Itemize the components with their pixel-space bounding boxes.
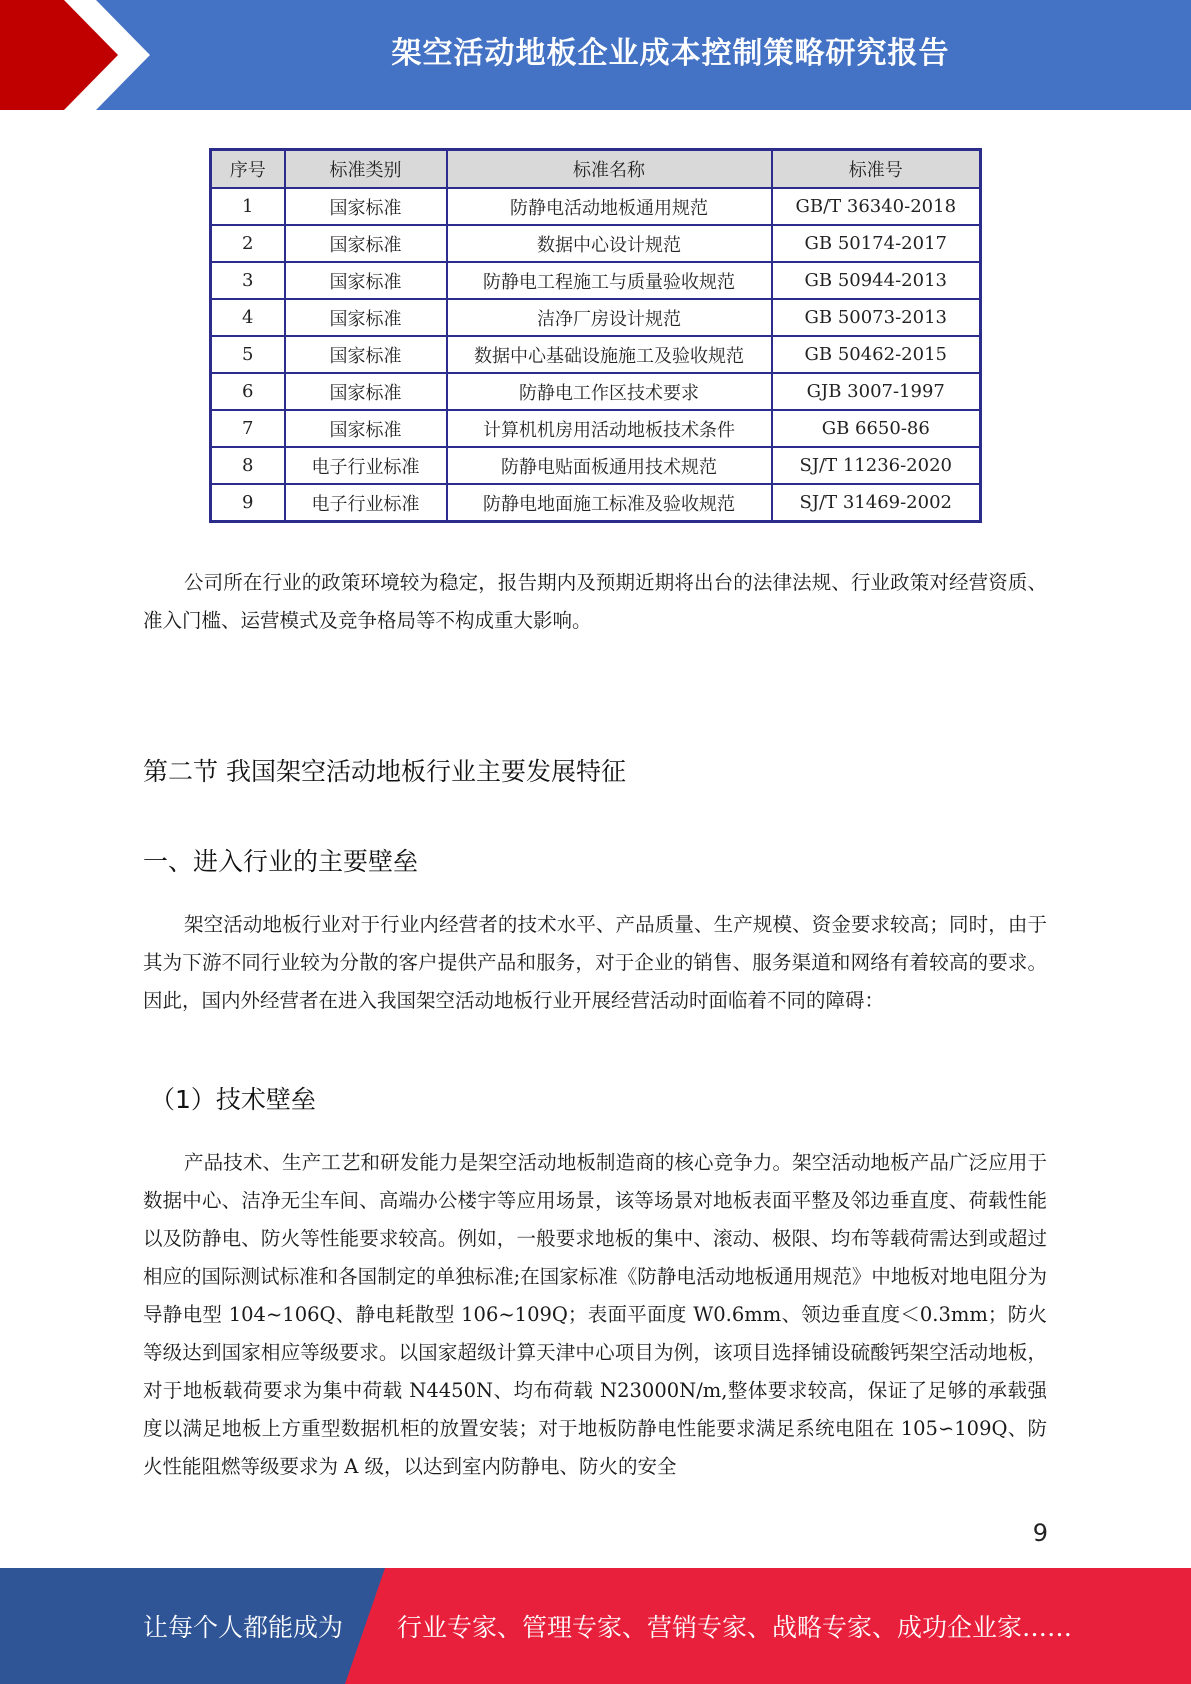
cell-name: 防静电地面施工标准及验收规范 (447, 484, 772, 522)
table-row (211, 299, 981, 336)
section-title: 第二节 我国架空活动地板行业主要发展特征 (143, 757, 626, 786)
cell-index: 1 (211, 188, 285, 225)
table-row (211, 262, 981, 299)
cell-index: 2 (211, 225, 285, 262)
technology-paragraph: 产品技术、生产工艺和研发能力是架空活动地板制造商的核心竞争力。架空活动地板产品广泛应用于数据中心、洁净无尘车间、高端办公楼宇等应用场景，该等场景对地板表面平整及邻边垂直度、荷载性能以及防静电、防火等性能要求较高。例如，一般要求地板的集中、滚动、极限、均布等载荷需达到或超过相应的国际测试标准和各国制定的单独标准;在国家标准《防静电活动地板通用规范》中地板对地电阻分为导静电型 104~106Q、静电耗散型 106~109Q；表面平面度 W0.6mm、领边垂直度＜0.3mm；防火等级达到国家相应等级要求。以国家超级计算天津中心项目为例，该项目选择铺设硫酸钙架空活动地板，对于地板载荷要求为集中荷载 N4450N、均布荷载 N23000N/m,整体要求较高，保证了足够的承载强度以满足地板上方重型数据机柜的放置安装；对于地板防静电性能要求满足系统电阻在 105∽109Q、防火性能阻燃等级要求为 A 级，以达到室内防静电、防火的安全 (143, 1151, 1047, 1478)
cell-index: 4 (211, 299, 285, 336)
cell-name: 数据中心设计规范 (447, 225, 772, 262)
cell-code: GB 50462-2015 (772, 336, 981, 373)
cell-code: SJ/T 11236-2020 (772, 447, 981, 484)
sub-subsection-title: （1）技术壁垒 (150, 1085, 316, 1114)
cell-category: 国家标准 (285, 188, 447, 225)
table-row (211, 410, 981, 447)
table-row (211, 336, 981, 373)
cell-category: 电子行业标准 (285, 447, 447, 484)
column-header-name: 标准名称 (447, 150, 772, 189)
standards-table (209, 148, 982, 523)
cell-code: SJ/T 31469-2002 (772, 484, 981, 522)
document-title: 架空活动地板企业成本控制策略研究报告 (391, 36, 950, 71)
column-header-index: 序号 (211, 150, 285, 189)
cell-category: 国家标准 (285, 410, 447, 447)
page-number: 9 (1032, 1519, 1048, 1547)
cell-index: 5 (211, 336, 285, 373)
cell-name: 防静电工作区技术要求 (447, 373, 772, 410)
cell-index: 7 (211, 410, 285, 447)
cell-code: GB 6650-86 (772, 410, 981, 447)
page-header (0, 0, 1191, 110)
cell-code: GJB 3007-1997 (772, 373, 981, 410)
cell-code: GB 50944-2013 (772, 262, 981, 299)
footer-slogan-right: 行业专家、管理专家、营销专家、战略专家、成功企业家…… (397, 1613, 1073, 1642)
cell-code: GB 50174-2017 (772, 225, 981, 262)
subsection-title: 一、进入行业的主要壁垒 (143, 847, 419, 876)
cell-name: 计算机机房用活动地板技术条件 (447, 410, 772, 447)
cell-index: 3 (211, 262, 285, 299)
cell-index: 9 (211, 484, 285, 522)
cell-name: 数据中心基础设施施工及验收规范 (447, 336, 772, 373)
cell-code: GB 50073-2013 (772, 299, 981, 336)
cell-name: 防静电工程施工与质量验收规范 (447, 262, 772, 299)
cell-name: 防静电活动地板通用规范 (447, 188, 772, 225)
cell-category: 国家标准 (285, 299, 447, 336)
table-row (211, 188, 981, 225)
cell-category: 国家标准 (285, 262, 447, 299)
barriers-paragraph: 架空活动地板行业对于行业内经营者的技术水平、产品质量、生产规模、资金要求较高；同时，由于其为下游不同行业较为分散的客户提供产品和服务，对于企业的销售、服务渠道和网络有着较高的要求。因此，国内外经营者在进入我国架空活动地板行业开展经营活动时面临着不同的障碍： (143, 913, 1047, 1012)
footer-slogan-left: 让每个人都能成为 (143, 1613, 344, 1642)
cell-category: 国家标准 (285, 336, 447, 373)
table-row (211, 373, 981, 410)
table-header-row (211, 150, 981, 189)
table-row (211, 484, 981, 522)
cell-category: 国家标准 (285, 225, 447, 262)
column-header-code: 标准号 (772, 150, 981, 189)
table-row (211, 447, 981, 484)
policy-paragraph: 公司所在行业的政策环境较为稳定，报告期内及预期近期将出台的法律法规、行业政策对经营资质、准入门槛、运营模式及竞争格局等不构成重大影响。 (143, 571, 1047, 632)
table-row (211, 225, 981, 262)
cell-name: 防静电贴面板通用技术规范 (447, 447, 772, 484)
cell-category: 国家标准 (285, 373, 447, 410)
cell-index: 8 (211, 447, 285, 484)
cell-code: GB/T 36340-2018 (772, 188, 981, 225)
cell-name: 洁净厂房设计规范 (447, 299, 772, 336)
header-arrow-decoration (0, 0, 150, 110)
page-footer (0, 1568, 1191, 1684)
cell-index: 6 (211, 373, 285, 410)
cell-category: 电子行业标准 (285, 484, 447, 522)
column-header-category: 标准类别 (285, 150, 447, 189)
